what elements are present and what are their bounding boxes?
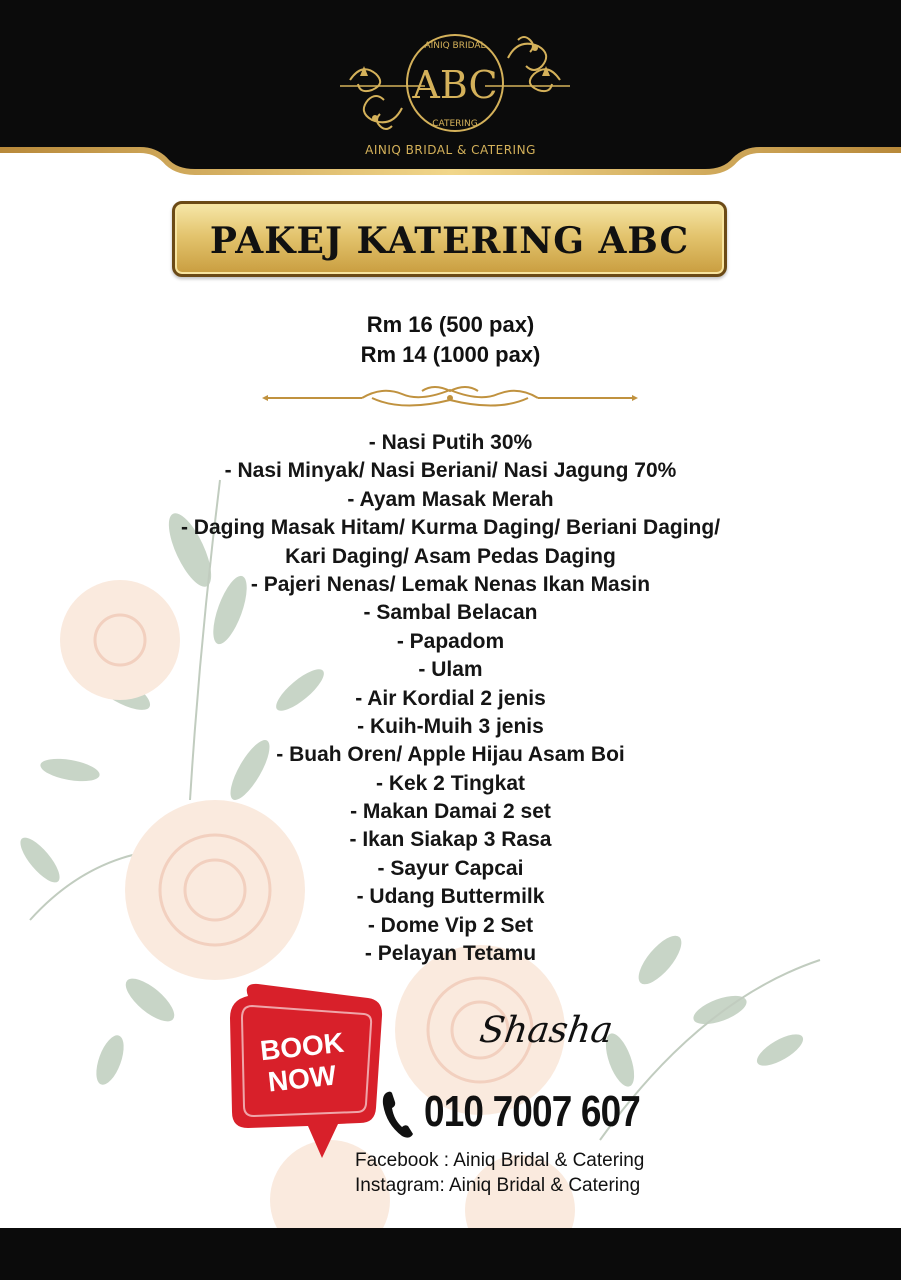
page-title: PAKEJ KATERING ABC — [209, 220, 690, 262]
price-500-pax: Rm 16 (500 pax) — [366, 312, 535, 337]
menu-item: - Nasi Minyak/ Nasi Beriani/ Nasi Jagung 70% — [224, 459, 677, 483]
menu-item: - Kuih-Muih 3 jenis — [357, 714, 544, 738]
menu-item: - Dome Vip 2 Set — [367, 913, 534, 937]
menu-item: - Sayur Capcai — [377, 856, 524, 880]
menu-item: - Udang Buttermilk — [356, 885, 545, 909]
menu-item: - Nasi Putih 30% — [368, 431, 533, 454]
instagram-text: Instagram: Ainiq Bridal & Catering — [355, 1175, 641, 1196]
menu-item: - Buah Oren/ Apple Hijau Asam Boi — [276, 743, 625, 767]
menu-item: - Ulam — [418, 658, 483, 682]
menu-item: - Ikan Siakap 3 Rasa — [349, 828, 552, 852]
ornament-divider — [262, 383, 638, 413]
menu-item: - Air Kordial 2 jenis — [355, 686, 546, 710]
menu-item: - Pajeri Nenas/ Lemak Nenas Ikan Masin — [250, 572, 651, 596]
book-now-badge — [218, 978, 388, 1163]
contact-name: Shasha — [477, 1010, 616, 1051]
menu-item: - Pelayan Tetamu — [364, 942, 537, 966]
book-now-line1: BOOK — [258, 1026, 346, 1067]
menu-item: - Sambal Belacan — [363, 601, 538, 625]
menu-item: - Kek 2 Tingkat — [376, 771, 525, 795]
menu-item: Kari Daging/ Asam Pedas Daging — [285, 544, 616, 568]
title-plate — [172, 201, 727, 277]
footer-band — [0, 1228, 901, 1280]
price-1000-pax: Rm 14 (1000 pax) — [360, 342, 541, 367]
menu-item: - Papadom — [396, 629, 505, 653]
phone-icon — [380, 1088, 416, 1140]
facebook-text: Facebook : Ainiq Bridal & Catering — [355, 1150, 645, 1171]
logo-top-text: AINIQ BRIDAL — [424, 41, 486, 51]
menu-item: - Ayam Masak Merah — [347, 487, 554, 511]
brand-tagline: AINIQ BRIDAL & CATERING — [365, 143, 536, 157]
menu-item: - Makan Damai 2 set — [350, 800, 551, 824]
menu-list — [0, 429, 901, 968]
book-now-line2: NOW — [266, 1059, 338, 1098]
logo-monogram: ABC — [412, 63, 498, 107]
contact-phone: 010 7007 607 — [424, 1087, 641, 1136]
menu-item: - Daging Masak Hitam/ Kurma Daging/ Beriani Daging/ — [180, 516, 721, 540]
logo-bottom-text: CATERING — [432, 119, 478, 129]
